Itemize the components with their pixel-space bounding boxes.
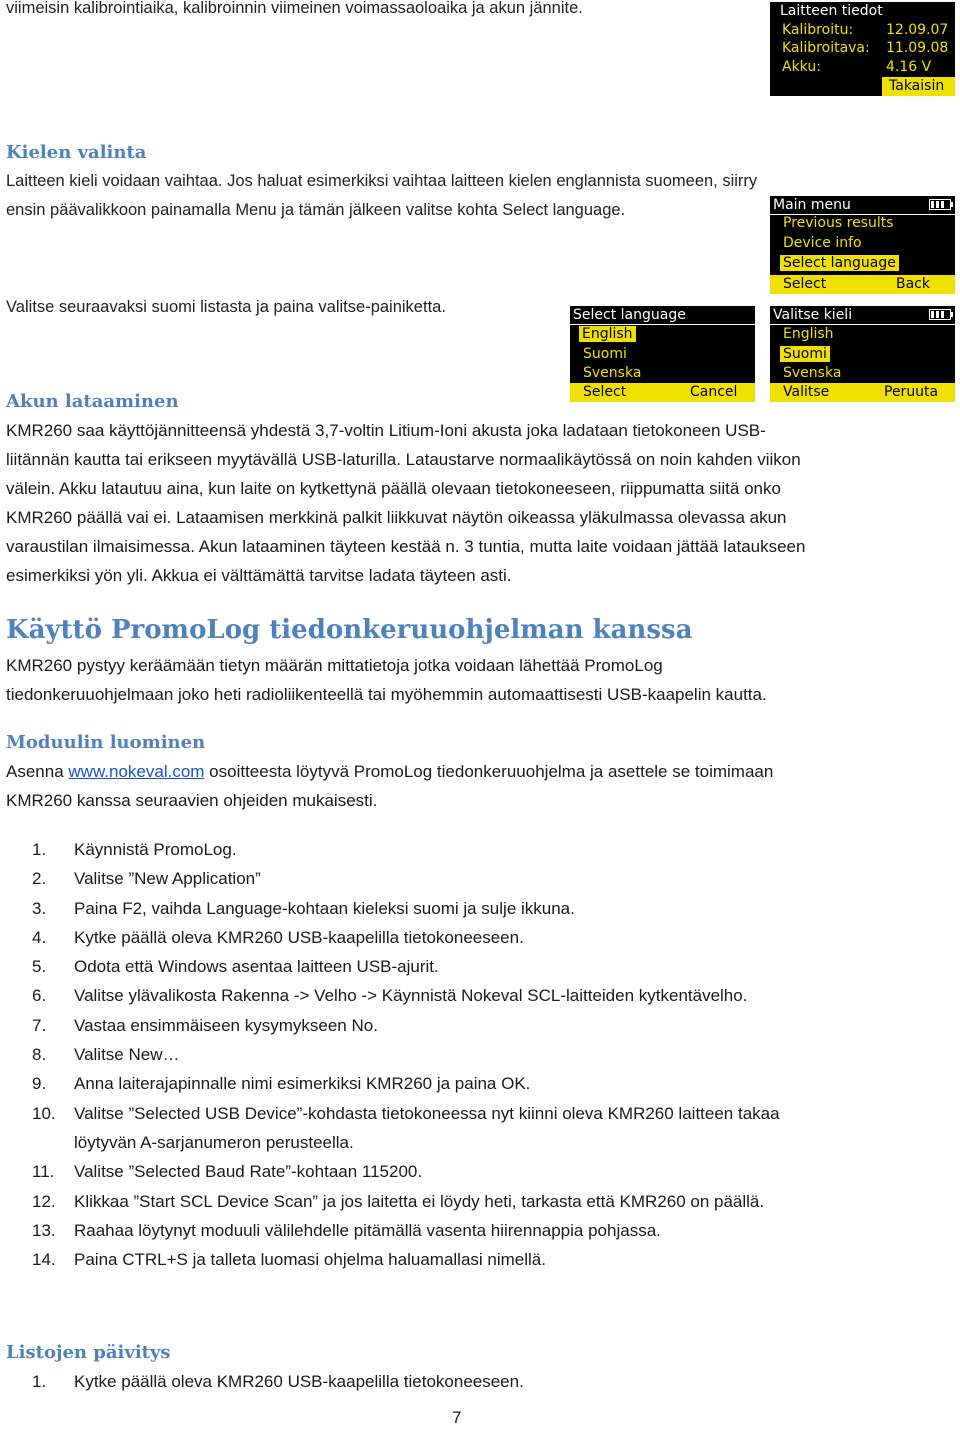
calibrated-value: 12.09.07 (886, 22, 949, 38)
softkey-bar (570, 383, 755, 402)
paragraph-line: KMR260 saa käyttöjännitteensä yhdestä 3,7-voltin Litium-Ioni akusta joka ladataan tietokoneen USB- (6, 421, 766, 440)
valitse-softkey: Valitse (783, 384, 830, 400)
list-item: 4. Kytke päällä oleva KMR260 USB-kaapelilla tietokoneeseen. (32, 927, 524, 947)
list-item: 8. Valitse New… (32, 1045, 180, 1065)
paragraph-line: välein. Akku latautuu aina, kun laite on kytkettynä päällä olevaan tietokoneeseen, riippumatta siitä onko (6, 479, 781, 498)
paragraph-line: esimerkiksi yön yli. Akkua ei välttämättä tarvitse ladata täyteen asti. (6, 566, 512, 585)
battery-paragraph (6, 416, 805, 590)
list-item: 10. Valitse ”Selected USB Device”-kohdasta tietokoneessa nyt kiinni oleva KMR260 laitteen takaa (32, 1103, 780, 1123)
paragraph-line: varaustilan ilmaisimessa. Akun lataaminen täyteen kestää n. 3 tuntia, mutta laite voidaan jättää lataukseen (6, 537, 806, 556)
promolog-paragraph (6, 651, 767, 709)
list-item: 5. Odota että Windows asentaa laitteen USB-ajurit. (32, 957, 439, 977)
list-item: 13. Raahaa löytynyt moduuli välilehdelle pitämällä vasenta hiirennappia pohjassa. (32, 1220, 661, 1240)
paragraph-line: KMR260 päällä vai ei. Lataamisen merkkinä palkit liikkuvat näytön oikeassa yläkulmassa olevassa akun (6, 508, 787, 527)
peruuta-softkey: Peruuta (884, 384, 939, 400)
battery-icon (929, 199, 951, 210)
list-item: 6. Valitse ylävalikosta Rakenna -> Velho -> Käynnistä Nokeval SCL-laitteiden kytkentävelho. (32, 986, 748, 1006)
language-option-english: English (783, 326, 834, 342)
menu-item-select-language: Select language (780, 255, 899, 271)
softkey-bar (770, 383, 955, 402)
main-menu-title: Main menu (773, 197, 851, 213)
list-item: 7. Vastaa ensimmäiseen kysymykseen No. (32, 1015, 378, 1035)
paragraph-line: tiedonkeruuohjelmaan joko heti radioliikenteellä tai myöhemmin automaattisesti USB-kaapelin kautta. (6, 685, 767, 704)
language-line-2: ensin päävalikkoon painamalla Menu ja tämän jälkeen valitse kohta Select language. (6, 201, 626, 219)
battery-icon (929, 309, 951, 320)
calibrated-label: Kalibroitu: (782, 22, 854, 38)
list-item: 1. Käynnistä PromoLog. (32, 840, 237, 859)
language-option-suomi: Suomi (583, 346, 627, 362)
valitse-kieli-screen (770, 306, 955, 402)
calibrate-due-label: Kalibroitava: (782, 40, 870, 56)
language-line-3: Valitse seuraavaksi suomi listasta ja paina valitse-painiketta. (6, 298, 446, 316)
device-info-screen (770, 2, 955, 96)
lists-steps-list (32, 1367, 524, 1396)
list-item: 2. Valitse ”New Application” (32, 869, 261, 889)
cancel-softkey: Cancel (690, 384, 738, 400)
intro-text: viimeisin kalibrointiaika, kalibroinnin viimeinen voimassaoloaika ja akun jännite. (6, 0, 583, 17)
language-option-svenska: Svenska (783, 365, 842, 381)
promolog-heading: Käyttö PromoLog tiedonkeruuohjelman kanssa (6, 615, 693, 645)
paragraph-line: KMR260 pystyy keräämään tietyn määrän mittatietoja jotka voidaan lähettää PromoLog (6, 656, 663, 675)
list-item: 12. Klikkaa ”Start SCL Device Scan” ja jos laitetta ei löydy heti, tarkasta että KMR260 on päällä. (32, 1191, 765, 1211)
module-steps-list (32, 835, 780, 1274)
module-heading: Moduulin luominen (6, 732, 206, 753)
module-paragraph (6, 757, 773, 815)
select-softkey: Select (583, 384, 627, 400)
paragraph-line: Asenna www.nokeval.com osoitteesta löytyvä PromoLog tiedonkeruuohjelma ja asettele se toimimaan (6, 762, 774, 781)
menu-item-device-info: Device info (783, 235, 862, 251)
back-softkey: Back (896, 276, 930, 292)
language-heading: Kielen valinta (6, 142, 147, 163)
list-item: 14. Paina CTRL+S ja talleta luomasi ohjelma haluamallasi nimellä. (32, 1250, 546, 1270)
valitse-kieli-title: Valitse kieli (773, 307, 853, 323)
paragraph-line: liitännän kautta tai erikseen myytävällä USB-laturilla. Lataustarve normaalikäytössä on noin kahden viikon (6, 450, 801, 469)
list-item: 11. Valitse ”Selected Baud Rate”-kohtaan 115200. (32, 1162, 423, 1182)
main-menu-screen (770, 196, 955, 294)
select-language-screen (570, 306, 755, 402)
list-item: 9. Anna laiterajapinnalle nimi esimerkiksi KMR260 ja paina OK. (32, 1074, 531, 1094)
battery-value: 4.16 V (886, 59, 932, 75)
list-item-continuation: löytyvän A-sarjanumeron perusteella. (74, 1132, 354, 1152)
back-softkey: Takaisin (889, 78, 945, 94)
language-option-suomi: Suomi (780, 346, 830, 362)
menu-item-previous-results: Previous results (783, 215, 894, 231)
page-number: 7 (452, 1408, 462, 1427)
language-option-svenska: Svenska (583, 365, 642, 381)
list-item: 3. Paina F2, vaihda Language-kohtaan kieleksi suomi ja sulje ikkuna. (32, 898, 575, 918)
paragraph-line: KMR260 kanssa seuraavien ohjeiden mukaisesti. (6, 791, 378, 810)
battery-heading: Akun lataaminen (6, 391, 179, 412)
lists-heading: Listojen päivitys (6, 1342, 171, 1363)
battery-label: Akku: (782, 59, 821, 75)
language-option-english: English (579, 326, 636, 342)
select-softkey: Select (783, 276, 827, 292)
list-item: 1. Kytke päällä oleva KMR260 USB-kaapelilla tietokoneeseen. (32, 1372, 524, 1391)
select-language-title: Select language (573, 307, 686, 323)
softkey-bar (770, 275, 955, 294)
calibrate-due-value: 11.09.08 (886, 40, 949, 56)
language-line-1: Laitteen kieli voidaan vaihtaa. Jos haluat esimerkiksi vaihtaa laitteen kielen englannista suomeen, siirry (6, 172, 758, 190)
device-info-title: Laitteen tiedot (780, 3, 883, 19)
nokeval-link[interactable]: www.nokeval.com (68, 762, 205, 781)
